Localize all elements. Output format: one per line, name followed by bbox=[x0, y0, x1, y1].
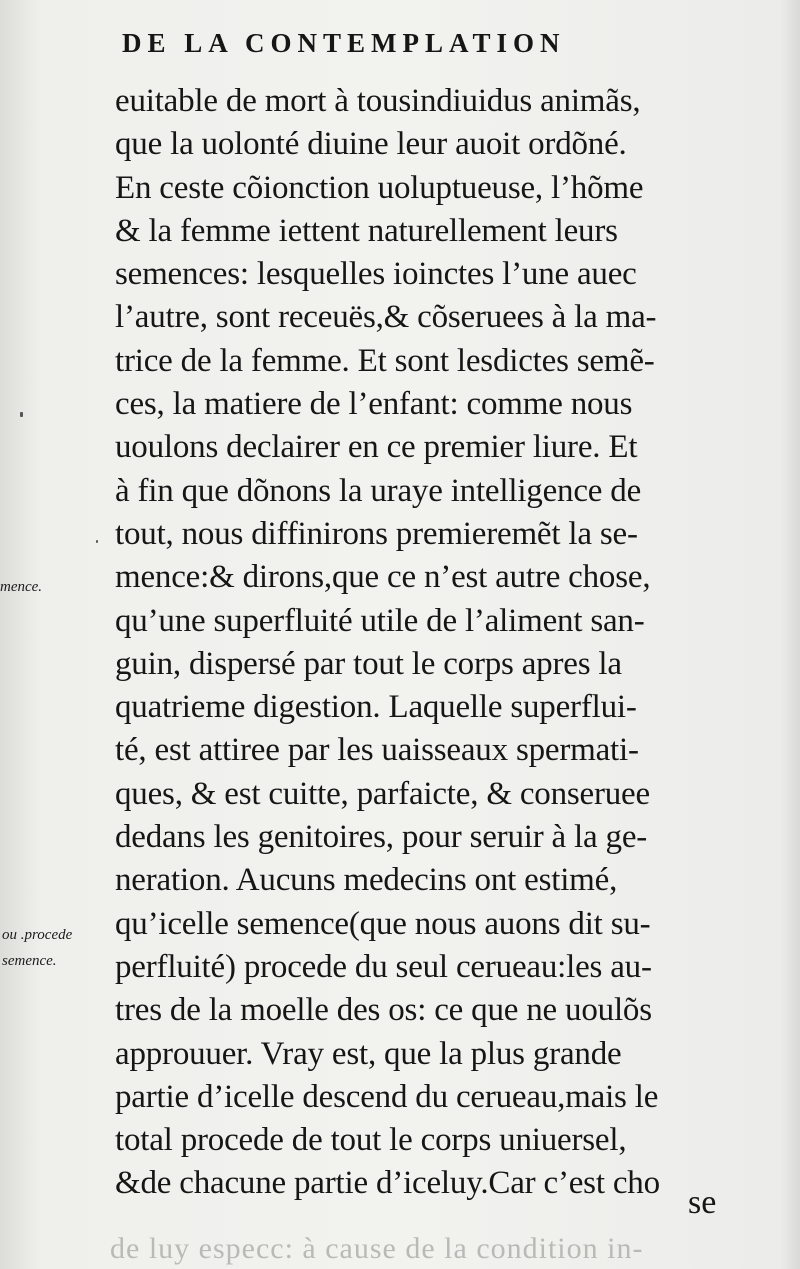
ink-speck bbox=[96, 540, 98, 543]
text-line: total procede de tout le corps uniuersel, bbox=[115, 1122, 627, 1159]
text-line: tres de la moelle des os: ce que ne uoulõs bbox=[115, 992, 652, 1029]
margin-note: semence. bbox=[2, 953, 57, 969]
bleed-through-text: de luy especc: à cause de la condition in- bbox=[110, 1232, 644, 1265]
text-line: ques, & est cuitte, parfaicte, & conseruee bbox=[115, 775, 650, 812]
running-header: DE LA CONTEMPLATION bbox=[122, 28, 566, 58]
text-line: neration. Aucuns medecins ont estimé, bbox=[115, 862, 618, 899]
text-line: & la femme iettent naturellement leurs bbox=[115, 212, 618, 249]
catchword: se bbox=[688, 1184, 717, 1221]
text-line: semences: lesquelles ioinctes l’une auec bbox=[115, 256, 637, 293]
text-line: guin, dispersé par tout le corps apres la bbox=[115, 645, 622, 682]
margin-note: mence. bbox=[0, 579, 43, 595]
text-line: ces, la matiere de l’enfant: comme nous bbox=[115, 386, 633, 423]
text-line: uoulons declairer en ce premier liure. Et bbox=[115, 429, 638, 466]
margin-note: ou .procede bbox=[2, 927, 73, 943]
text-line: dedans les genitoires, pour seruir à la ge- bbox=[115, 819, 648, 856]
text-line: tout, nous diffinirons premieremẽt la se- bbox=[115, 515, 638, 552]
text-line: qu’icelle semence(que nous auons dit su- bbox=[115, 905, 651, 942]
text-line: té, est attiree par les uaisseaux spermati- bbox=[115, 732, 639, 769]
text-line: partie d’icelle descend du cerueau,mais le bbox=[115, 1078, 659, 1115]
text-line: perfluité) procede du seul cerueau:les au- bbox=[115, 948, 652, 985]
text-line: l’autre, sont receuës,& cõseruees à la ma- bbox=[115, 299, 657, 336]
text-line: trice de la femme. Et sont lesdictes semẽ- bbox=[115, 342, 655, 379]
text-line: euitable de mort à tousindiuidus animãs, bbox=[115, 83, 641, 119]
text-line: &de chacune partie d’iceluy.Car c’est cho bbox=[115, 1165, 660, 1202]
text-line: qu’une superfluité utile de l’aliment san- bbox=[115, 602, 645, 639]
text-line: En ceste cõionction uoluptueuse, l’hõme bbox=[115, 169, 644, 206]
body-text bbox=[115, 80, 720, 1206]
text-line: quatrieme digestion. Laquelle superflui- bbox=[115, 689, 637, 726]
text-line: à fin que dõnons la uraye intelligence de bbox=[115, 472, 642, 509]
text-line: approuuer. Vray est, que la plus grande bbox=[115, 1035, 622, 1072]
text-line: que la uolonté diuine leur auoit ordõné. bbox=[115, 126, 627, 163]
ink-speck bbox=[20, 412, 23, 417]
text-line: mence:& dirons,que ce n’est autre chose, bbox=[115, 559, 651, 596]
